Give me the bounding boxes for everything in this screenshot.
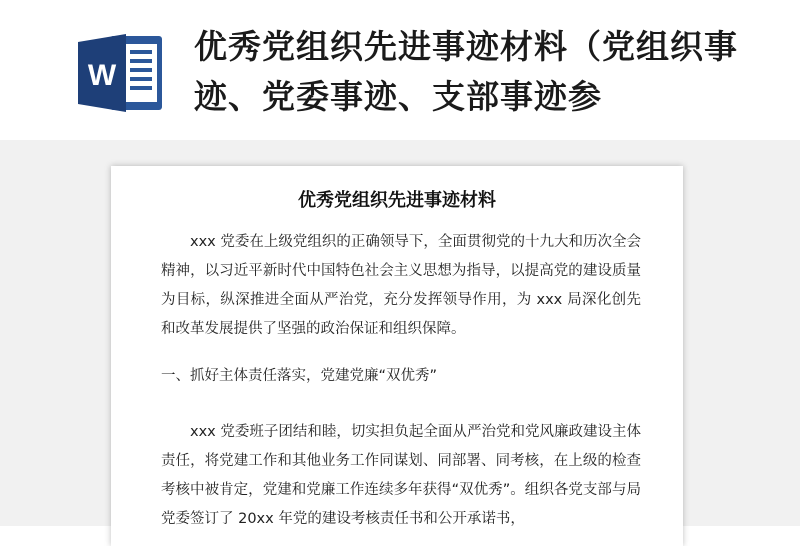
header bbox=[0, 0, 800, 140]
page-title: 优秀党组织先进事迹材料（党组织事迹、党委事迹、支部事迹参 bbox=[194, 27, 738, 116]
word-document-icon bbox=[76, 30, 166, 116]
document-title: 优秀党组织先进事迹材料 bbox=[298, 190, 496, 211]
word-logo-letter: W bbox=[87, 59, 117, 92]
section-heading: 一、抓好主体责任落实，党建党廉“双优秀” bbox=[161, 368, 438, 384]
document-page bbox=[111, 166, 683, 546]
paragraph-section-1: xxx 党委班子团结和睦，切实担负起全面从严治党和党风廉政建设主体责任，将党建工作和其他业务工作同谋划、同部署、同考核，在上级的检查考核中被肯定，党建和党廉工作连续多年获得“双优秀”。组织各党支部与局党委签订了 20xx 年党的建设考核责任书和公开承诺书， bbox=[161, 424, 641, 527]
paragraph-intro: xxx 党委在上级党组织的正确领导下，全面贯彻党的十九大和历次全会精神，以习近平新时代中国特色社会主义思想为指导，以提高党的建设质量为目标，纵深推进全面从严治党，充分发挥领导作用，为 xxx 局深化创先和改革发展提供了坚强的政治保证和组织保障。 bbox=[161, 234, 641, 337]
